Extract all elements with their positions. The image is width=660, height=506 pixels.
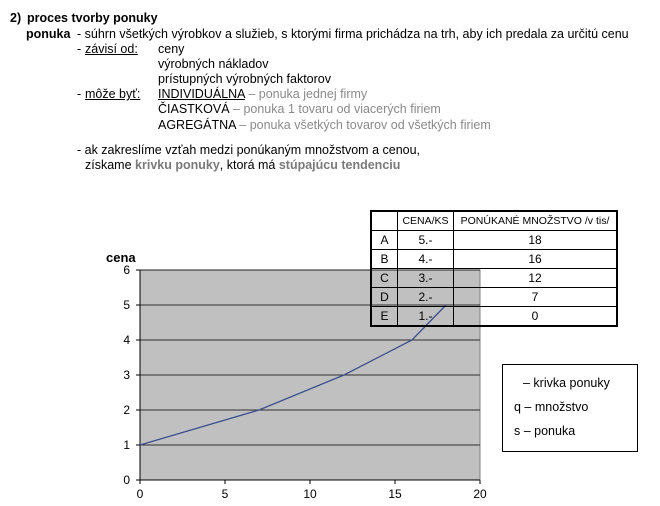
highlight-rising-tendency: stúpajúcu tendenciu [278,158,401,172]
plot-note-line1: - ak zakreslíme vzťah medzi ponúkaným množstvom a cenou, [77,143,421,157]
supply-type-name: INDIVIDUÁLNA [158,87,245,101]
y-ticks [123,263,140,487]
legend-curve: – krivka ponuky [523,376,610,390]
term-ponuka: ponuka [26,27,71,41]
supply-type-name: ČIASTKOVÁ [158,102,230,116]
table-cell: 7 [454,288,618,307]
table-row [371,231,617,250]
table-cell: B [371,250,398,269]
y-axis-label: cena [106,250,136,265]
table-cell: 16 [454,250,618,269]
x-ticks [137,480,487,501]
supply-type-desc: – ponuka všetkých tovarov od všetkých firiem [239,118,491,132]
table-header-cell [371,211,398,231]
canbe-dash: - [77,87,82,101]
supply-type-name: AGREGÁTNA [158,118,236,132]
table-cell: 1.- [398,307,454,327]
table-cell: 0 [454,307,618,327]
plot-note-prefix: získame [85,158,132,172]
x-tick-label: 10 [303,487,317,501]
plot-note-mid: , ktorá má [219,158,276,172]
legend-quantity: q – množstvo [514,400,589,414]
highlight-supply-curve: krivku ponuky [135,158,220,172]
table-cell: E [371,307,398,327]
x-tick-label: 0 [136,487,144,501]
depends-label: závisí od: [85,42,138,56]
x-tick-label: 15 [388,487,402,501]
depends-item: výrobných nákladov [158,57,269,71]
table-cell: 2.- [398,288,454,307]
table-header-cell: PONÚKANÉ MNOŽSTVO /v tis/ [454,211,618,231]
table-cell: 3.- [398,269,454,288]
y-tick-label: 5 [123,298,130,312]
table-row [371,288,617,307]
table-header-row [371,211,617,231]
depends-item: ceny [158,42,185,56]
y-tick-label: 1 [123,438,130,452]
y-tick-label: 6 [123,263,130,277]
table-row [371,250,617,269]
y-tick-label: 3 [123,368,130,382]
supply-type-desc: – ponuka jednej firmy [248,87,368,101]
legend-box [502,364,638,452]
depends-dash: - [77,42,82,56]
table-cell: D [371,288,398,307]
table-row [371,269,617,288]
table-cell: 5.- [398,231,454,250]
table-row [371,307,617,327]
definition-text: - súhrn všetkých výrobkov a služieb, s ktorými firma prichádza na trh, aby ich predala za určitú cenu [77,27,629,41]
section-number: 2) [10,11,22,25]
depends-item: prístupných výrobných faktorov [158,72,331,86]
table-cell: 12 [454,269,618,288]
y-tick-label: 0 [123,473,130,487]
section-title: proces tvorby ponuky [27,11,158,25]
legend-supply: s – ponuka [514,424,576,438]
y-tick-label: 2 [123,403,130,417]
table-cell: A [371,231,398,250]
x-tick-label: 20 [473,487,487,501]
y-tick-label: 4 [123,333,130,347]
table-cell: C [371,269,398,288]
table-cell: 4.- [398,250,454,269]
supply-data-table [370,210,618,327]
canbe-label: môže byť: [85,87,141,101]
supply-type-desc: – ponuka 1 tovaru od viacerých firiem [233,102,441,116]
x-tick-label: 5 [221,487,229,501]
table-header-cell: CENA/KS [398,211,454,231]
table-cell: 18 [454,231,618,250]
